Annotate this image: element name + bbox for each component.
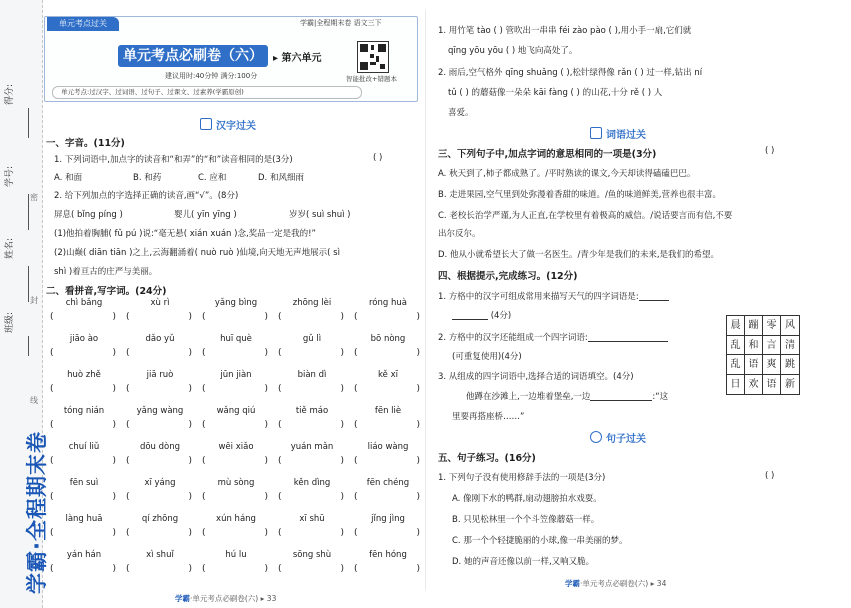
answer-blank[interactable] bbox=[590, 391, 652, 401]
grid-character: 爽 bbox=[763, 355, 781, 375]
pinyin-text: huī què bbox=[220, 334, 252, 344]
answer-box[interactable]: ( ) bbox=[202, 456, 268, 466]
q4-2-stem bbox=[438, 331, 668, 343]
pencil-icon bbox=[200, 118, 212, 130]
answer-box[interactable]: ( ) bbox=[50, 420, 116, 430]
pinyin-text: bō nòng bbox=[370, 334, 406, 344]
sentence-1[interactable]: (1)他拍着胸脯( fǔ pú )说:“毫无悬( xián xuán )念,奖品一定是我的!” bbox=[54, 229, 316, 239]
seal-mark: 线 bbox=[30, 396, 38, 405]
word-item[interactable]: 岁岁( suì shuì ) bbox=[289, 210, 351, 220]
answer-blank[interactable] bbox=[639, 291, 669, 301]
pinyin-text: fēn suì bbox=[69, 478, 99, 488]
q4-3-stem: 3. 从组成的四字词语中,选择合适的词语填空。(4分) bbox=[438, 372, 634, 382]
answer-box[interactable]: ( ) bbox=[126, 348, 192, 358]
option-b[interactable]: B. 只见松林里一个个斗笠像蘑菇一样。 bbox=[452, 515, 600, 525]
page-divider bbox=[425, 10, 426, 590]
pinyin-text: kěn dìng bbox=[293, 478, 331, 488]
footer-brand: 学霸 bbox=[175, 594, 190, 603]
pinyin-text: tiě máo bbox=[295, 406, 329, 416]
grid-character: 日 bbox=[727, 375, 745, 395]
grid-character: 乱 bbox=[727, 355, 745, 375]
answer-box[interactable]: ( ) bbox=[354, 348, 420, 358]
q5-title: 五、句子练习。(16分) bbox=[438, 453, 536, 464]
answer-box[interactable]: ( ) bbox=[126, 420, 192, 430]
answer-box[interactable]: ( ) bbox=[202, 348, 268, 358]
q4-1-stem bbox=[438, 290, 669, 302]
footer-text: ·单元考点必刷卷(六) bbox=[580, 579, 649, 588]
pinyin-text: xì shuǐ bbox=[146, 550, 174, 560]
r-q-line-5: 喜爱。 bbox=[448, 108, 474, 118]
pinyin-text: làng huā bbox=[65, 514, 103, 524]
option-c-cont: 出尔反尔。 bbox=[438, 229, 481, 239]
pinyin-text: zhōng lèi bbox=[292, 298, 332, 308]
option-a[interactable]: A. 秋天到了,柿子都成熟了。/平时熟读的课文,今天却读得磕磕巴巴。 bbox=[438, 169, 696, 179]
pinyin-text: liáo wàng bbox=[367, 442, 409, 452]
seal-mark: 密 bbox=[30, 193, 38, 202]
pinyin-text: jiāo ào bbox=[69, 334, 99, 344]
answer-box[interactable]: ( ) bbox=[354, 564, 420, 574]
series-label: 学霸|全程期末卷 语文三下 bbox=[300, 19, 382, 27]
q4-3-cont: 里要再搭座桥……” bbox=[452, 412, 525, 422]
answer-box[interactable]: ( ) bbox=[278, 492, 344, 502]
page-number: 33 bbox=[266, 594, 277, 603]
section-hanzi-label: 汉字过关 bbox=[216, 121, 256, 132]
answer-box[interactable]: ( ) bbox=[202, 564, 268, 574]
answer-box[interactable]: ( ) bbox=[278, 528, 344, 538]
option-b[interactable]: B. 走进果园,空气里到处弥漫着香甜的味道。/鱼的味道鲜美,营养也很丰富。 bbox=[438, 190, 722, 200]
answer-box[interactable]: ( ) bbox=[50, 456, 116, 466]
unit-tag: 单元考点过关 bbox=[47, 17, 119, 31]
pinyin-text: dǎo yǔ bbox=[145, 334, 175, 344]
q4-3-sentence bbox=[466, 390, 668, 402]
pinyin-text: xù rì bbox=[150, 298, 170, 308]
pinyin-text: yǎng wàng bbox=[136, 406, 184, 416]
brand-text: 学霸·全程期末卷 bbox=[25, 431, 49, 594]
name-field[interactable] bbox=[6, 232, 36, 302]
sentence-2-cont: shì )着亘古的庄严与美丽。 bbox=[54, 267, 158, 277]
answer-box[interactable]: ( ) bbox=[126, 456, 192, 466]
answer-box[interactable]: ( ) bbox=[354, 528, 420, 538]
q4-2-note: (可重复使用)(4分) bbox=[452, 352, 522, 362]
footer-right: 学霸·单元考点必刷卷(六) ▸ 34 bbox=[565, 579, 667, 588]
answer-box[interactable]: ( ) bbox=[50, 492, 116, 502]
option-c[interactable]: C. 那一个个轻捷脆丽的小球,像一串美丽的梦。 bbox=[452, 536, 628, 546]
grid-character: 语 bbox=[745, 355, 763, 375]
pen-icon bbox=[590, 127, 602, 139]
grid-character: 语 bbox=[763, 375, 781, 395]
score-label: 得分: bbox=[5, 83, 16, 106]
qr-code-icon[interactable] bbox=[357, 41, 389, 73]
pinyin-text: yán hán bbox=[66, 550, 102, 560]
pinyin-text: xún háng bbox=[216, 514, 256, 524]
footer-text: ·单元考点必刷卷(六) bbox=[190, 594, 259, 603]
pinyin-text: jūn jiàn bbox=[220, 370, 252, 380]
pinyin-text: sōng shù bbox=[292, 550, 332, 560]
pinyin-text: xī yáng bbox=[144, 478, 176, 488]
unit-points-bar: 单元考点:过汉字、过词语、过句子、过课文、过素养(学霸原创) bbox=[52, 86, 362, 99]
q5-1-stem: 1. 下列句子没有使用修辞手法的一项是(3分) bbox=[438, 473, 606, 483]
option-d[interactable]: D. 她的声音还像以前一样,又响又脆。 bbox=[452, 557, 595, 567]
q3-title: 三、下列句子中,加点字词的意思相同的一项是(3分) bbox=[438, 149, 657, 160]
answer-box[interactable]: ( ) bbox=[278, 564, 344, 574]
pinyin-text: hú lu bbox=[225, 550, 247, 560]
answer-box[interactable]: ( ) bbox=[50, 348, 116, 358]
page-title: 单元考点必刷卷（六） bbox=[118, 45, 268, 67]
answer-box[interactable]: ( ) bbox=[50, 528, 116, 538]
answer-blank[interactable] bbox=[452, 310, 488, 320]
pinyin-text: wǎng qiú bbox=[216, 406, 256, 416]
q4-3-text-b: :“这 bbox=[652, 392, 669, 402]
r-q-line-3[interactable]: 2. 雨后,空气格外 qīng shuǎng ( ),松针绿得像 rǎn ( ) 过一样,钻出 ní bbox=[438, 68, 703, 78]
q1-1-stem: 1. 下列词语中,加点字的读音和“和弄”的“和”读音相同的是(3分) bbox=[54, 155, 293, 165]
page-number: 34 bbox=[656, 579, 667, 588]
pinyin-text: róng huà bbox=[369, 298, 407, 308]
q4-1-score: (4分) bbox=[490, 311, 512, 321]
word-item[interactable]: 屏息( bǐng píng ) bbox=[54, 210, 123, 220]
pinyin-text: tóng nián bbox=[63, 406, 105, 416]
unit-text: 第六单元 bbox=[281, 53, 322, 64]
pinyin-text: fēn hóng bbox=[369, 550, 407, 560]
q1-title: 一、字音。(11分) bbox=[46, 138, 125, 149]
grid-character: 清 bbox=[781, 336, 799, 356]
answer-box[interactable]: ( ) bbox=[202, 420, 268, 430]
pinyin-text: xī shū bbox=[299, 514, 325, 524]
answer-box[interactable]: ( ) bbox=[126, 564, 192, 574]
answer-box[interactable]: ( ) bbox=[126, 384, 192, 394]
answer-paren[interactable]: ( ) bbox=[765, 471, 775, 481]
pinyin-text: jiā ruò bbox=[146, 370, 174, 380]
pinyin-text: fēn chéng bbox=[366, 478, 410, 488]
pinyin-text: kě xī bbox=[378, 370, 398, 380]
option-c[interactable]: C. 应和 bbox=[198, 173, 227, 183]
answer-box[interactable]: ( ) bbox=[50, 312, 116, 322]
answer-box[interactable]: ( ) bbox=[202, 312, 268, 322]
seal-mark: 封 bbox=[30, 296, 38, 305]
pinyin-text: fēn liè bbox=[374, 406, 402, 416]
section-ciyu-heading bbox=[590, 126, 646, 141]
answer-box[interactable]: ( ) bbox=[126, 528, 192, 538]
option-a[interactable]: A. 和面 bbox=[54, 173, 83, 183]
brand-logo bbox=[2, 346, 49, 608]
answer-paren[interactable]: ( ) bbox=[373, 153, 383, 163]
speech-bubble-icon bbox=[590, 431, 602, 443]
grid-character: 新 bbox=[785, 378, 795, 390]
answer-box[interactable]: ( ) bbox=[126, 312, 192, 322]
character-grid bbox=[726, 315, 800, 395]
r-q-line-1[interactable]: 1. 用竹笔 tào ( ) 管吹出一串串 féi zào pào ( ),用小手一扇,它们就 bbox=[438, 26, 692, 36]
section-hanzi-heading bbox=[200, 117, 256, 132]
pinyin-text: chuí liǔ bbox=[68, 442, 100, 452]
answer-box[interactable]: ( ) bbox=[354, 312, 420, 322]
q4-1-cont bbox=[452, 309, 511, 321]
answer-box[interactable]: ( ) bbox=[202, 384, 268, 394]
q4-title: 四、根据提示,完成练习。(12分) bbox=[438, 271, 578, 282]
answer-box[interactable]: ( ) bbox=[278, 384, 344, 394]
pinyin-text: wēi xiǎo bbox=[218, 442, 254, 452]
answer-blank[interactable] bbox=[588, 332, 668, 342]
answer-box[interactable]: ( ) bbox=[278, 348, 344, 358]
section-juzi-heading bbox=[590, 430, 646, 445]
grid-character: 和 bbox=[745, 336, 763, 356]
qr-label: 智能批改+错题本 bbox=[346, 75, 397, 83]
answer-box[interactable]: ( ) bbox=[202, 492, 268, 502]
grid-character: 欢 bbox=[745, 375, 763, 395]
q4-1-text: 1. 方格中的汉字可组成常用来描写天气的四字词语是: bbox=[438, 292, 639, 302]
time-score-info: 建议用时:40分钟 满分:100分 bbox=[165, 72, 258, 80]
grid-character: 风 bbox=[781, 316, 799, 336]
pinyin-text: chì bǎng bbox=[65, 298, 103, 308]
answer-box[interactable]: ( ) bbox=[126, 492, 192, 502]
pinyin-text: mù sòng bbox=[217, 478, 255, 488]
answer-box[interactable]: ( ) bbox=[278, 456, 344, 466]
grid-character: 蹦 bbox=[745, 316, 763, 336]
r-q-line-2[interactable]: qīng yōu yōu ( ) 地飞向高处了。 bbox=[448, 46, 578, 56]
q4-2-text: 2. 方格中的汉字还能组成一个四字词语: bbox=[438, 333, 588, 343]
answer-paren[interactable]: ( ) bbox=[765, 146, 775, 156]
unit-label: ▸ 第六单元 bbox=[273, 53, 322, 64]
pinyin-text: yuán mǎn bbox=[290, 442, 334, 452]
option-a[interactable]: A. 像刚下水的鸭群,扇动翅膀拍水戏耍。 bbox=[452, 494, 602, 504]
answer-box[interactable]: ( ) bbox=[354, 456, 420, 466]
grid-character: 晨 bbox=[727, 316, 745, 336]
answer-box[interactable]: ( ) bbox=[50, 384, 116, 394]
grid-character: 乱 bbox=[727, 336, 745, 356]
score-field[interactable] bbox=[6, 78, 36, 138]
answer-box[interactable]: ( ) bbox=[278, 420, 344, 430]
section-juzi-label: 句子过关 bbox=[606, 434, 646, 445]
pinyin-text: jǐng jìng bbox=[371, 514, 405, 524]
grid-character: 跳 bbox=[781, 355, 799, 375]
pinyin-text: dōu dòng bbox=[139, 442, 181, 452]
option-d[interactable]: D. 和风细雨 bbox=[258, 173, 304, 183]
option-d[interactable]: D. 他从小就希望长大了做一名医生。/青少年是我们的未来,是我们的希望。 bbox=[438, 250, 720, 260]
student-id-label: 学号: bbox=[5, 165, 16, 188]
pinyin-text: huò zhě bbox=[67, 370, 101, 380]
option-c[interactable]: C. 老校长治学严谨,为人正直,在学校里有着极高的威信。/说话要言而有信,不要 bbox=[438, 211, 733, 221]
name-label: 姓名: bbox=[5, 237, 16, 260]
footer-brand: 学霸 bbox=[565, 579, 580, 588]
answer-box[interactable]: ( ) bbox=[354, 420, 420, 430]
pinyin-text: qí zhōng bbox=[141, 514, 179, 524]
q1-2-stem: 2. 给下列加点的字选择正确的读音,画“√”。(8分) bbox=[54, 191, 239, 201]
class-label: 班级: bbox=[5, 311, 16, 334]
answer-box[interactable]: ( ) bbox=[278, 312, 344, 322]
section-ciyu-label: 词语过关 bbox=[606, 130, 646, 141]
option-b[interactable]: B. 和药 bbox=[133, 173, 162, 183]
answer-box[interactable]: ( ) bbox=[50, 564, 116, 574]
answer-box[interactable]: ( ) bbox=[354, 492, 420, 502]
r-q-line-4[interactable]: tǔ ( ) 的蘑菇像一朵朵 kāi fàng ( ) 的山花,十分 rě ( ) 人 bbox=[448, 88, 663, 98]
footer-left: 学霸·单元考点必刷卷(六) ▸ 33 bbox=[175, 594, 277, 603]
grid-character: 言 bbox=[763, 336, 781, 356]
answer-box[interactable]: ( ) bbox=[202, 528, 268, 538]
pinyin-text: biàn dì bbox=[297, 370, 327, 380]
sentence-2[interactable]: (2)山巅( diān tiān )之上,云海翻涌着( nuò ruò )仙境,向天地无声地展示( sì bbox=[54, 248, 340, 258]
q2-title: 二、看拼音,写字词。(24分) bbox=[46, 286, 167, 297]
pinyin-text: yǎng bìng bbox=[214, 298, 258, 308]
word-item[interactable]: 婴儿( yīn yīng ) bbox=[174, 210, 237, 220]
pinyin-text: gǔ lì bbox=[302, 334, 322, 344]
answer-box[interactable]: ( ) bbox=[354, 384, 420, 394]
q4-3-text: 他蹲在沙滩上,一边堆着堡垒,一边 bbox=[466, 392, 591, 402]
grid-character: 零 bbox=[763, 316, 781, 336]
